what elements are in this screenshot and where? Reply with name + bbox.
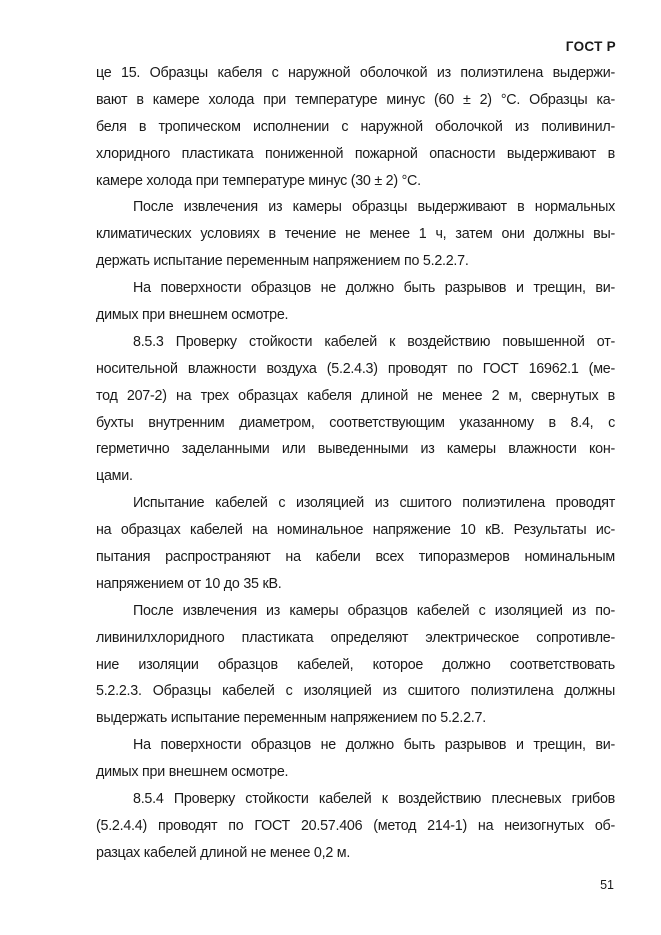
text-line: герметично заделанными или выведенными из камеры влажности кон-	[96, 441, 615, 458]
page-number: 51	[600, 878, 614, 892]
text-line: беля в тропическом исполнении с наружной оболочкой из поливинил-	[96, 118, 615, 135]
document-body	[96, 60, 615, 867]
text-line: камере холода при температуре минус (30 ± 2) °С.	[96, 172, 421, 189]
text-line: 5.2.2.3. Образцы кабелей с изоляцией из сшитого полиэтилена должны	[96, 683, 615, 700]
text-line: На поверхности образцов не должно быть разрывов и трещин, ви-	[133, 737, 615, 754]
paragraph	[96, 732, 615, 786]
document-header: ГОСТ Р	[565, 39, 616, 54]
paragraph	[96, 490, 615, 598]
text-line: На поверхности образцов не должно быть разрывов и трещин, ви-	[133, 280, 615, 297]
text-line: димых при внешнем осмотре.	[96, 307, 289, 324]
text-line: тод 207-2) на трех образцах кабеля длиной не менее 2 м, свернутых в	[96, 387, 615, 404]
paragraph	[96, 194, 615, 275]
text-line: 8.5.3 Проверку стойкости кабелей к воздействию повышенной от-	[133, 333, 615, 350]
text-line: ливинилхлоридного пластиката определяют электрическое сопротивле-	[96, 629, 615, 646]
text-line: После извлечения из камеры образцы выдерживают в нормальных	[133, 199, 615, 216]
text-line: хлоридного пластиката пониженной пожарной опасности выдерживают в	[96, 145, 615, 162]
paragraph	[96, 598, 615, 732]
paragraph	[96, 329, 615, 490]
text-line: носительной влажности воздуха (5.2.4.3) проводят по ГОСТ 16962.1 (ме-	[96, 360, 615, 377]
text-line: Испытание кабелей с изоляцией из сшитого полиэтилена проводят	[133, 495, 615, 512]
paragraph	[96, 60, 615, 194]
text-line: бухты внутренним диаметром, соответствующим указанному в 8.4, с	[96, 414, 615, 431]
text-line: це 15. Образцы кабеля с наружной оболочкой из полиэтилена выдержи-	[96, 65, 615, 81]
text-line: разцах кабелей длиной не менее 0,2 м.	[96, 844, 351, 861]
text-line: цами.	[96, 468, 133, 485]
text-line: пытания распространяют на кабели всех типоразмеров номинальным	[96, 549, 615, 566]
text-line: ние изоляции образцов кабелей, которое должно соответствовать	[96, 656, 615, 673]
text-line: вают в камере холода при температуре минус (60 ± 2) °С. Образцы ка-	[96, 91, 615, 108]
paragraph	[96, 275, 615, 329]
text-line: димых при внешнем осмотре.	[96, 764, 289, 781]
text-line: (5.2.4.4) проводят по ГОСТ 20.57.406 (метод 214-1) на неизогнутых об-	[96, 817, 615, 834]
text-line: держать испытание переменным напряжением по 5.2.2.7.	[96, 253, 469, 270]
text-line: После извлечения из камеры образцов кабелей с изоляцией из по-	[133, 602, 615, 619]
text-line: напряжением от 10 до 35 кВ.	[96, 575, 282, 592]
paragraph	[96, 786, 615, 867]
text-line: климатических условиях в течение не менее 1 ч, затем они должны вы-	[96, 226, 615, 243]
text-line: выдержать испытание переменным напряжением по 5.2.2.7.	[96, 710, 486, 727]
text-line: 8.5.4 Проверку стойкости кабелей к воздействию плесневых грибов	[133, 791, 615, 808]
text-line: на образцах кабелей на номинальное напряжение 10 кВ. Результаты ис-	[96, 522, 615, 539]
